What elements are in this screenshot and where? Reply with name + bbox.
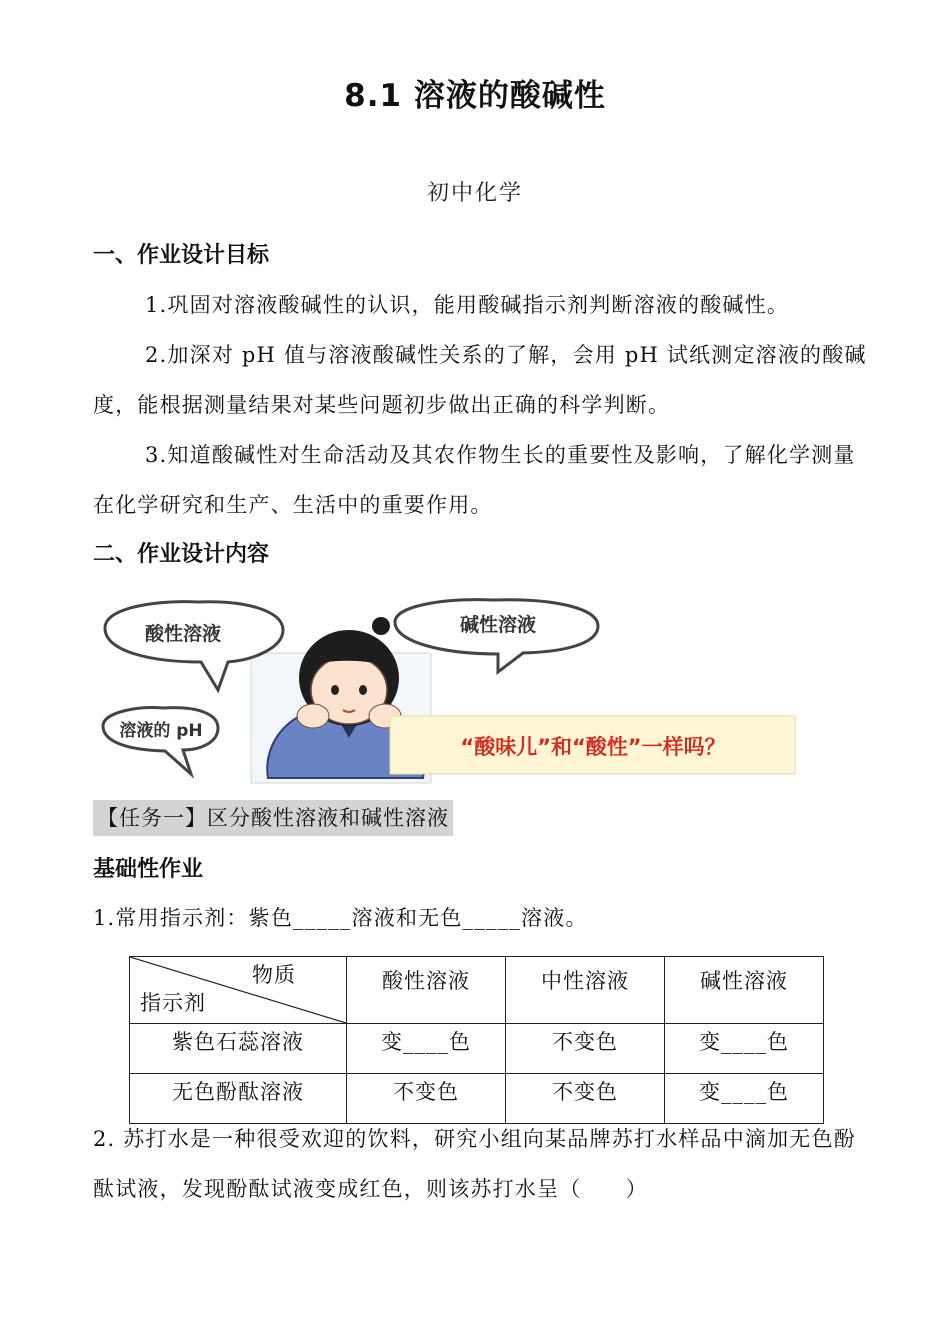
q1-text-a: 1.常用指示剂：紫色 — [93, 906, 294, 930]
col-header-base: 碱性溶液 — [665, 957, 824, 1024]
table-cell[interactable]: 变____色 — [665, 1074, 824, 1124]
col-header-acid: 酸性溶液 — [347, 957, 506, 1024]
table-cell[interactable]: 变____色 — [665, 1024, 824, 1074]
table-cell: 不变色 — [506, 1074, 665, 1124]
banner-question: “酸味儿”和“酸性”一样吗？ — [460, 735, 726, 759]
row-label-litmus: 紫色石蕊溶液 — [130, 1024, 347, 1074]
table-cell: 不变色 — [506, 1024, 665, 1074]
bubble-ph-text: 溶液的 pH — [119, 721, 203, 741]
row-label-phenolphthalein: 无色酚酞溶液 — [130, 1074, 347, 1124]
table-cell[interactable]: 变____色 — [347, 1024, 506, 1074]
q1-text-b: 溶液和无色 — [351, 906, 463, 930]
q1-blank-1[interactable]: _____ — [293, 906, 352, 930]
goal-3: 3.知道酸碱性对生命活动及其农作物生长的重要性及影响，了解化学测量在化学研究和生产、生活中的重要作用。 — [93, 443, 856, 517]
q1-blank-2[interactable]: _____ — [462, 906, 522, 930]
table-diagonal-header — [130, 957, 347, 1024]
goal-1: 1.巩固对溶液酸碱性的认识，能用酸碱指示剂判断溶液的酸碱性。 — [145, 293, 790, 317]
question-1 — [93, 893, 868, 943]
question-2: 2. 苏打水是一种很受欢迎的饮料，研究小组向某品牌苏打水样品中滴加无色酚酞试液，发现酚酞试液变成红色，则该苏打水呈（ ） — [93, 1127, 856, 1201]
basic-homework-heading: 基础性作业 — [93, 857, 204, 882]
table-cell: 不变色 — [347, 1074, 506, 1124]
col-header-neutral: 中性溶液 — [506, 957, 665, 1024]
section2-heading: 二、作业设计内容 — [93, 542, 270, 567]
page-title: 8.1 溶液的酸碱性 — [344, 78, 606, 114]
bubble-acid-text: 酸性溶液 — [144, 623, 222, 645]
diag-header-indicator: 指示剂 — [140, 991, 206, 1015]
q1-text-c: 溶液。 — [521, 906, 588, 930]
illustration — [93, 598, 798, 788]
section1-heading: 一、作业设计目标 — [93, 243, 270, 268]
bubble-base-text: 碱性溶液 — [459, 614, 537, 636]
subject-subtitle: 初中化学 — [426, 181, 523, 206]
task-one-label: 【任务一】区分酸性溶液和碱性溶液 — [93, 800, 453, 836]
diag-header-substance: 物质 — [252, 963, 296, 987]
indicator-table — [129, 956, 824, 1124]
goal-2: 2.加深对 pH 值与溶液酸碱性关系的了解，会用 pH 试纸测定溶液的酸碱度，能根据测量结果对某些问题初步做出正确的科学判断。 — [93, 343, 867, 417]
